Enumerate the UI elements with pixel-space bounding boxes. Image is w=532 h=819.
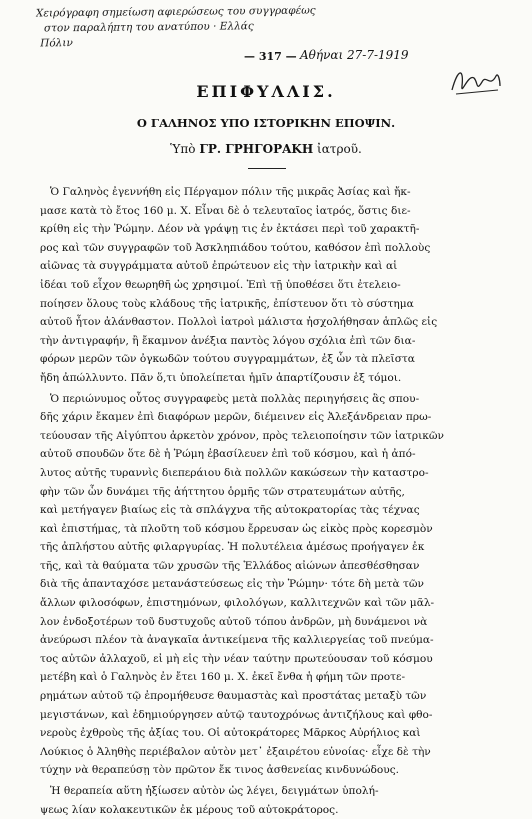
text-line: ἀνεύρωσι πλέον τὰ ἀναγκαῖα ἀντικείμενα τῆς καλλιεργείας τοῦ πνεύμα- — [40, 634, 434, 647]
text-line: ποίησεν ὅλους τοὺς κλάδους τῆς ἰατρικῆς, ἐπίστευον ὅτι τὸ σύστημα — [40, 297, 414, 310]
handwritten-line: Πόλιν — [40, 37, 73, 50]
section-rubric: ΕΠΙΦΥΛΛΙΣ. — [196, 82, 336, 101]
text-line: μεγιστάνων, καὶ ἐδημιούργησεν αὐτῷ ταυτοχρόνως ἀντιζήλους καὶ φθο- — [40, 708, 433, 721]
text-line: Λούκιος ὁ Ἀληθὴς περιέβαλον αὐτὸν μετ᾽ ἐξαιρέτου εὐνοίας· εἶχε δὲ τὴν — [40, 745, 431, 758]
text-line: αὐτοῦ σπουδῶν ὅτε δὲ ἡ Ῥώμη ἐβασίλευεν ἐπὶ τοῦ κόσμου, καὶ ἡ ἀπό- — [40, 448, 416, 461]
text-line: Ὁ περιώνυμος οὗτος συγγραφεὺς μετὰ πολλὰς περιηγήσεις ἃς σπου- — [50, 392, 420, 405]
author-title: ἰατροῦ. — [317, 142, 362, 156]
handwritten-line: στον παραλήπτη του ανατύπου · Ελλάς — [43, 20, 254, 35]
text-line: τύχην νὰ θεραπεύσῃ τὸν πρῶτον ἔκ τινος ἀσθενείας κινδυνώδους. — [40, 764, 400, 777]
text-line: τεύουσαν τῆς Αἰγύπτου ἀρκετὸν χρόνον, πρὸς τελειοποίησιν τῶν ἰατρικῶν — [40, 429, 444, 442]
handwritten-line: Χειρόγραφη σημείωση αφιερώσεως του συγγραφέως — [35, 4, 316, 20]
text-line: νεροὺς ἐχθροὺς τῆς ἀξίας του. Οἱ αὐτοκράτορες Μᾶρκος Αὐρήλιος καὶ — [40, 727, 421, 740]
text-line: μετέβη καὶ ὁ Γαληνὸς ἐν ἔτει 160 μ. Χ. ἐκεῖ ἔνθα ἡ φήμη τῶν προτε- — [40, 671, 406, 684]
text-line: λον ἐνδοξοτέρων τοῦ δυστυχοῦς αὐτοῦ τόπου ἀνδρῶν, μὴ δυνάμενοι νὰ — [40, 615, 428, 628]
article-body — [40, 183, 502, 819]
text-line: τος αὐτῶν ἀλλαχοῦ, εἰ μὴ εἰς τὴν νέαν ταύτην πρωτεύουσαν τοῦ κόσμου — [40, 652, 433, 665]
handwritten-date: Αθήναι 27-7-1919 — [300, 48, 409, 62]
text-line: ψεως λίαν κολακευτικῶν ἐκ μέρους τοῦ αὐτοκράτορος. — [40, 803, 339, 816]
byline-prefix: Ὑπὸ — [170, 142, 196, 156]
byline — [0, 142, 532, 156]
text-line: Ἡ θεραπεία αὕτη ἠξίωσεν αὐτὸν ὡς λέγει, δειγμάτων ὑπολή- — [50, 785, 379, 797]
text-line: μασε κατὰ τὸ ἔτος 160 μ. Χ. Εἶναι δὲ ὁ τελευταῖος ἰατρός, ὅστις διε- — [40, 204, 411, 217]
paragraph — [40, 183, 502, 388]
text-line: φὴν τῶν ὧν δυνάμει τῆς ἀήττητου ὁρμῆς τῶν στρατευμάτων αὐτῆς, — [40, 485, 405, 498]
text-line: ρημάτων αὐτοῦ τῷ ἐπρομήθευσε θαυμαστὰς καὶ προστάτας μεταξὺ τῶν — [40, 690, 427, 703]
text-line: φόρων μερῶν τῶν ὀγκωδῶν τούτου συγγραμμάτων, ἐξ ὧν τὰ πλεῖστα — [40, 353, 415, 366]
text-line: τὴν ἀντιγραφήν, ἢ ἔκαμνον ἀνέξια παντὸς λόγου σχόλια ἐπὶ τῶν δια- — [40, 334, 416, 347]
title-rule — [248, 168, 286, 169]
text-line: καὶ μετήγαγεν βιαίως εἰς τὰ σπλάγχνα τῆς αὐτοκρατορίας τὰς τέχνας — [40, 504, 420, 517]
text-line: ἤδη ἀπώλλυντο. Πᾶν ὅ,τι ὑπολείπεται ἡμῖν ἀπαρτίζουσιν ἑξ τόμοι. — [40, 371, 402, 384]
text-line: διὰ τῆς ἀπανταχόσε μετανάστεύσεως εἰς τὴν Ῥώμην· τότε δὴ μετὰ τῶν — [40, 578, 424, 591]
text-line: ἄλλων φιλοσόφων, ἐπιστημόνων, φιλολόγων, καλλιτεχνῶν καὶ τῶν μᾶλ- — [40, 597, 435, 610]
paragraph — [40, 390, 502, 780]
text-line: αἰῶνας τὰ συγγράμματα αὐτοῦ ἐπρώτευον εἰς τὴν ἰατρικὴν καὶ αἱ — [40, 260, 398, 273]
text-line: τῆς ἀπλήστου αὐτῆς φιλαργυρίας. Ἡ πολυτέλεια ἀμέσως προήγαγεν ἐκ — [40, 541, 425, 554]
text-line: ρος καὶ τῶν συγγραφῶν τοῦ Ἀσκληπιάδου τούτου, καθόσον ἐπὶ πολλοὺς — [40, 241, 431, 254]
text-line: Ὁ Γαληνὸς ἐγεννήθη εἰς Πέργαμον πόλιν τῆς μικρᾶς Ἀσίας καὶ ἤκ- — [50, 186, 411, 198]
text-line: καὶ ἐπιστήμας, τὰ πλοῦτη τοῦ κόσμου ἔρρευσαν ὡς εἰκὸς πρὸς κορεσμὸν — [40, 522, 433, 535]
text-line: λυτος αὐτῆς τυραννὶς διεπεράιου διὰ πολλῶν κακώσεων τὴν καταστρο- — [40, 466, 429, 479]
author-name: ΓΡ. ΓΡΗΓΟΡΑΚΗ — [199, 142, 314, 156]
text-line: ἰδέαι τοῦ εἶχον θεωρηθῆ ὡς χρησιμοί. Ἐπὶ τῇ ὑποθέσει ὅτι ἐτελειο- — [40, 278, 401, 291]
page-number: — 317 — — [244, 50, 297, 63]
text-line: κρίθη εἰς τὴν Ῥώμην. Δέον νὰ γράψῃ τις ἐν ἐκτάσει περὶ τοῦ χαρακτῆ- — [40, 223, 420, 236]
text-line: αὐτοῦ ἦτον ἀλάνθαστον. Πολλοὶ ἰατροὶ μάλιστα ἠσχολήθησαν ἁπλῶς εἰς — [40, 316, 438, 329]
paragraph — [40, 782, 502, 819]
text-line: τῆς, καὶ τὰ θαύματα τῶν χρυσῶν τῆς Ἑλλάδος αἰώνων ἀπεσθέσθησαν — [40, 559, 420, 572]
article-title: Ο ΓΑΛΗΝΟΣ ΥΠΟ ΙΣΤΟΡΙΚΗΝ ΕΠΟΨΙΝ. — [136, 116, 396, 130]
handwritten-dedication — [36, 2, 506, 52]
text-line: δῆς χάριν ἔκαμεν ἐπὶ διαφόρων μερῶν, διέμεινεν εἰς Ἀλεξάνδρειαν πρω- — [40, 411, 432, 424]
